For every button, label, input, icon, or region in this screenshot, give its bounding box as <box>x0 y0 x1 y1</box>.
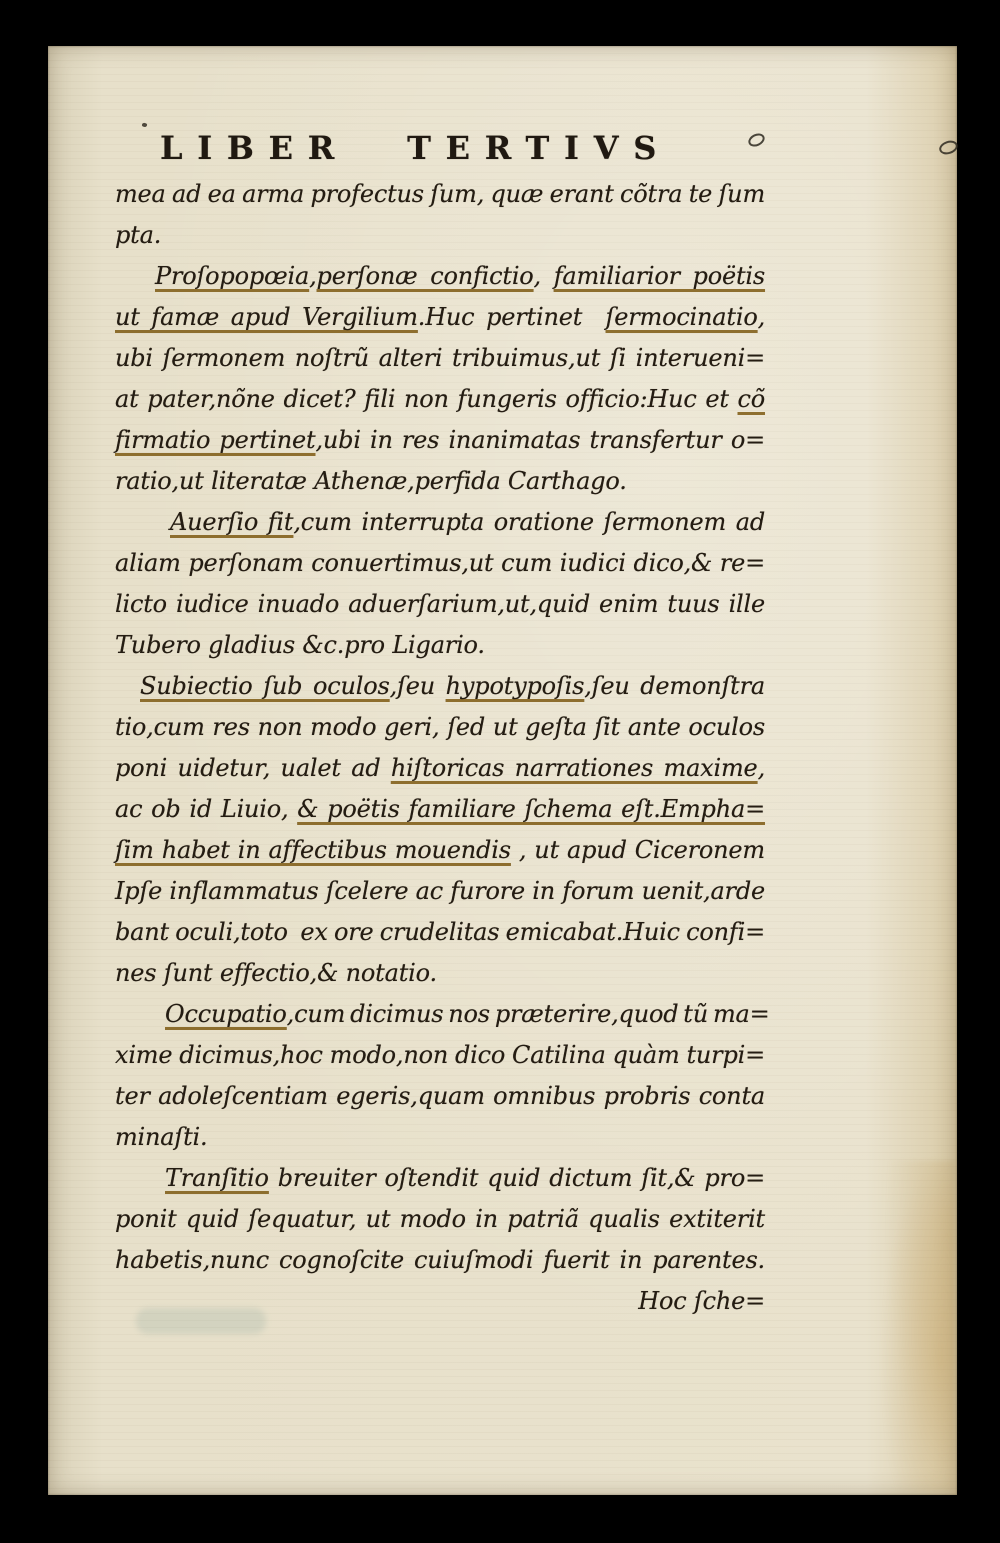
body-line <box>115 830 765 871</box>
body-line <box>115 1117 765 1158</box>
body-line <box>115 1240 765 1281</box>
ink-underline: firmatio pertinet <box>115 426 316 454</box>
body-line <box>115 215 765 256</box>
line-text: , <box>757 754 765 782</box>
line-text: Ipſe inflammatus ſcelere ac furore in forum uenit,arde <box>115 877 765 905</box>
line-text: ,ſeu <box>389 672 446 700</box>
line-text: pta. <box>115 221 162 249</box>
body-line <box>115 502 765 543</box>
body-line <box>115 666 765 707</box>
ink-underline: Auerſio fit <box>170 508 294 536</box>
body-line <box>115 297 765 338</box>
line-text: aliam perſonam conuertimus,ut cum iudici dico,& re= <box>115 549 765 577</box>
header-word-liber: LIBER <box>160 129 350 167</box>
line-text: ,ſeu demonſtra <box>584 672 765 700</box>
ink-underline: ſermocinatio <box>605 303 758 331</box>
line-text: , <box>309 262 317 290</box>
body-line <box>115 338 765 379</box>
body-line <box>115 379 765 420</box>
line-text: poni uidetur, ualet ad <box>115 754 391 782</box>
ink-mark <box>937 138 959 156</box>
line-text: , <box>757 303 766 331</box>
body-line <box>115 543 765 584</box>
body-line <box>115 871 765 912</box>
line-text: ponit quid ſequatur, ut modo in patriã qualis extiterit <box>115 1205 765 1233</box>
line-text: ,ubi in res inanimatas transfertur o= <box>315 426 765 454</box>
line-text: tio,cum res non modo geri, ſed ut geſta ſit ante oculos <box>115 713 765 741</box>
body-line <box>115 707 765 748</box>
body-line <box>115 174 765 215</box>
book-page <box>48 46 957 1495</box>
body-line <box>115 994 770 1035</box>
body-line <box>115 912 765 953</box>
catchword <box>115 1281 765 1322</box>
line-text: ratio,ut literatæ Athenæ,perfida Carthago. <box>115 467 627 495</box>
body-line <box>115 953 765 994</box>
paper-stain <box>880 1161 955 1491</box>
line-text: at pater,nõne dicet? fili non fungeris officio:Huc et <box>115 385 738 413</box>
line-text: ter adoleſcentiam egeris,quam omnibus probris conta <box>115 1082 765 1110</box>
line-text: ac ob id Liuio, <box>115 795 298 823</box>
line-text: licto iudice inuado aduerſarium,ut,quid enim tuus ille <box>115 590 765 618</box>
line-text: habetis,nunc cognoſcite cuiuſmodi fuerit in parentes. <box>115 1246 765 1274</box>
header-word-tertivs: TERTIVS <box>407 129 672 167</box>
body-line <box>115 1158 765 1199</box>
ink-underline: ut famæ apud Vergilium <box>115 303 418 331</box>
body-line <box>115 625 765 666</box>
ink-underline: Occupatio <box>165 1000 287 1028</box>
ink-underline: hiſtoricas narrationes maxime <box>390 754 758 782</box>
ink-underline: hypotypoſis <box>445 672 585 700</box>
page-header <box>160 128 765 168</box>
line-text: ,cum interrupta oratione ſermonem ad <box>293 508 765 536</box>
ink-underline: Tranſitio <box>165 1164 269 1192</box>
body-line <box>115 461 765 502</box>
body-line <box>115 1076 765 1117</box>
ink-underline: perſonæ confictio <box>316 262 534 290</box>
line-text: , ut apud Ciceronem <box>510 836 765 864</box>
line-text: bant oculi,toto ex ore crudelitas emicabat.Huic confi= <box>115 918 765 946</box>
body-line <box>115 1199 765 1240</box>
ink-underline: ſim habet in affectibus mouendis <box>115 836 511 864</box>
ink-underline: familiarior poëtis <box>553 262 766 290</box>
ink-underline: cõ <box>737 385 765 413</box>
line-text: xime dicimus,hoc modo,non dico Catilina quàm turpi= <box>115 1041 765 1069</box>
text-block <box>115 46 770 1322</box>
ink-underline: & poëtis familiare ſchema eſt.Empha= <box>297 795 765 823</box>
body-line <box>115 748 765 789</box>
ink-underline: Subiectio ſub oculos <box>140 672 390 700</box>
line-text: , <box>533 262 554 290</box>
line-text: mea ad ea arma profectus ſum, quæ erant cõtra te ſum <box>115 180 765 208</box>
body-line <box>115 584 765 625</box>
line-text: ,cum dicimus nos præterire,quod tũ ma= <box>286 1000 770 1028</box>
line-text: Hoc ſche= <box>638 1287 765 1315</box>
body-line <box>115 420 765 461</box>
body-line <box>115 789 765 830</box>
body-line <box>115 1035 765 1076</box>
body-line <box>115 256 765 297</box>
line-text: ubi ſermonem noſtrũ alteri tribuimus,ut ſi interueni= <box>115 344 765 372</box>
line-text: Tubero gladius &c.pro Ligario. <box>115 631 485 659</box>
line-text: nes ſunt effectio,& notatio. <box>115 959 437 987</box>
line-text: minaſti. <box>115 1123 208 1151</box>
line-text: breuiter oſtendit quid dictum ſit,& pro= <box>268 1164 765 1192</box>
ink-underline: Proſopopœia <box>155 262 310 290</box>
line-text: .Huc pertinet <box>417 303 606 331</box>
